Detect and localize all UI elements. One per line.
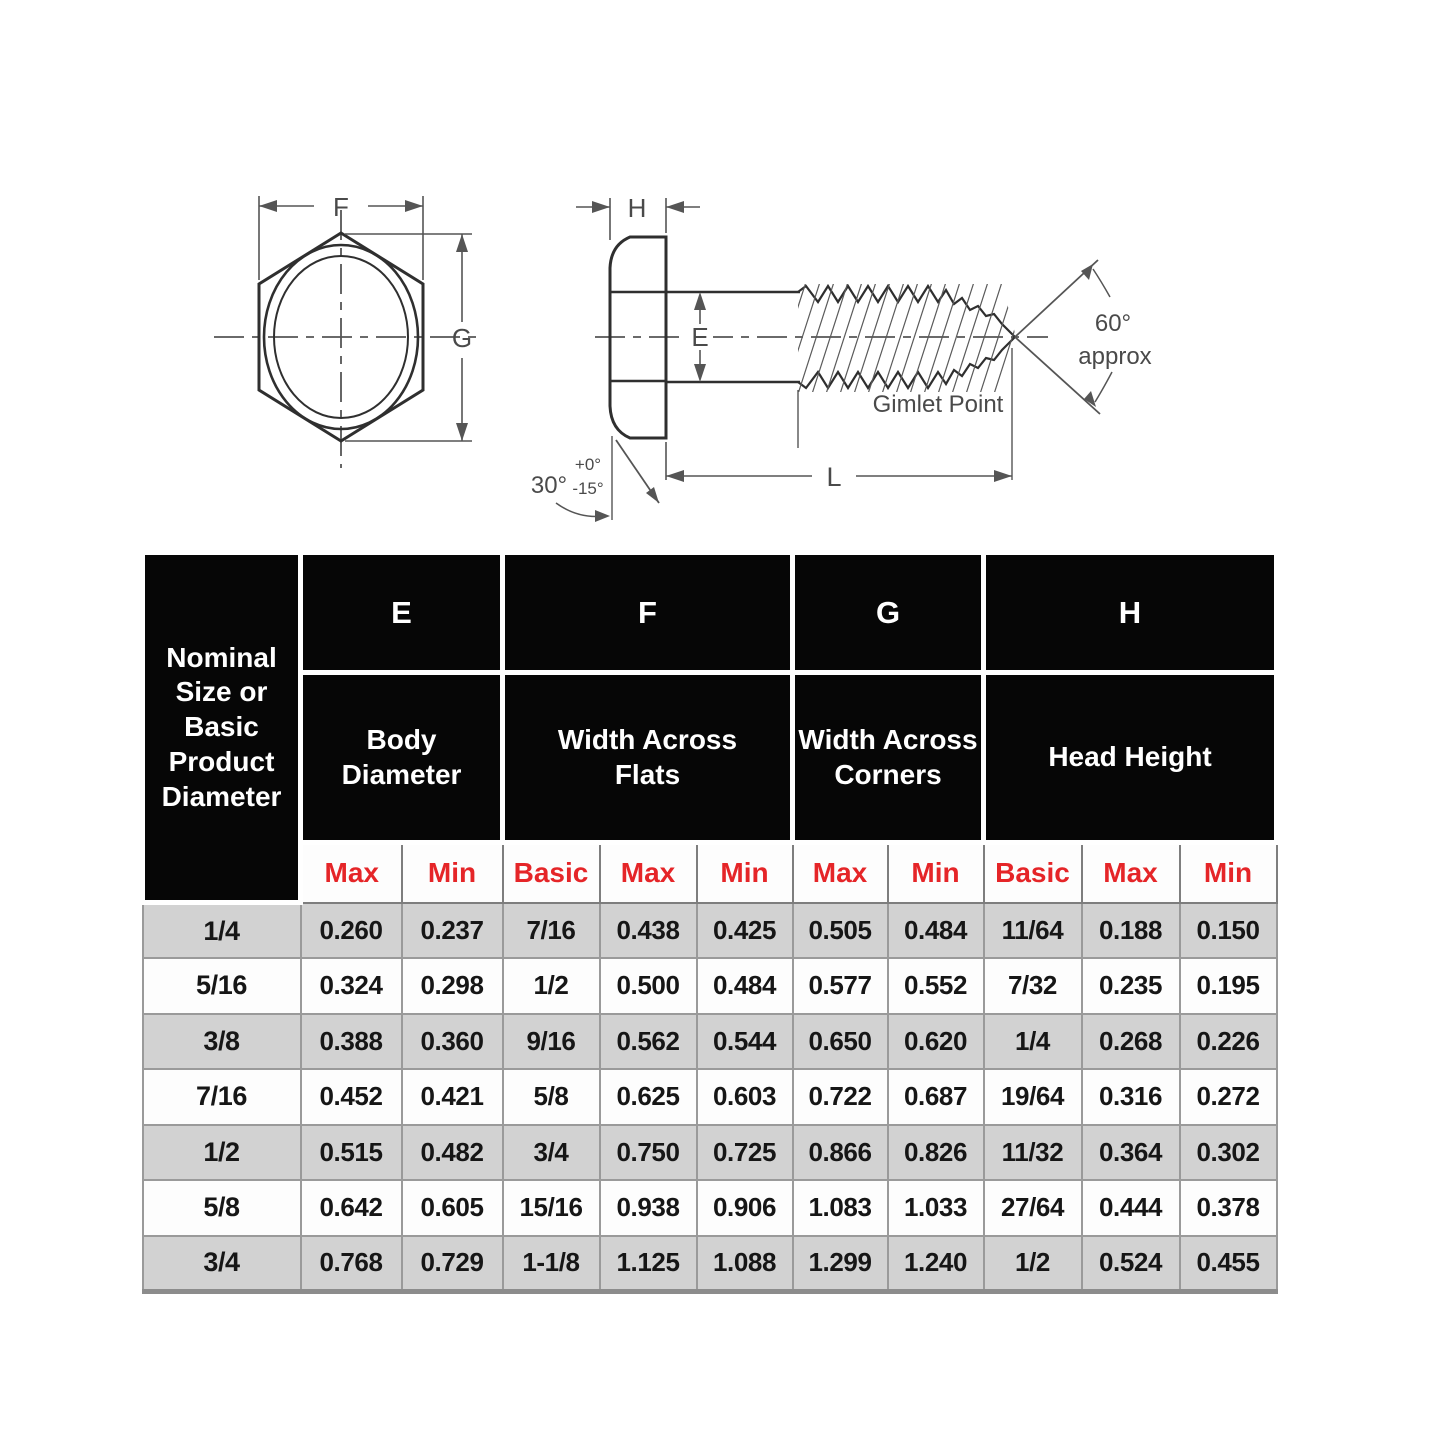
value-cell: 1/2 xyxy=(984,1236,1082,1292)
value-cell: 0.188 xyxy=(1082,903,1180,959)
size-cell: 1/2 xyxy=(143,1125,301,1181)
value-cell: 0.938 xyxy=(600,1180,697,1236)
value-cell: 19/64 xyxy=(984,1069,1082,1125)
value-cell: 0.302 xyxy=(1180,1125,1277,1181)
value-cell: 0.625 xyxy=(600,1069,697,1125)
value-cell: 1.083 xyxy=(793,1180,888,1236)
value-cell: 0.515 xyxy=(301,1125,402,1181)
size-cell: 5/16 xyxy=(143,958,301,1014)
tolerance-minus-label: -15° xyxy=(572,479,604,498)
value-cell: 11/64 xyxy=(984,903,1082,959)
h-label: H xyxy=(627,193,647,223)
g-label: G xyxy=(451,323,473,353)
group-letter-e: E xyxy=(301,553,503,673)
table-row xyxy=(143,958,1277,1014)
sub-header: Basic xyxy=(503,843,600,903)
value-cell: 1.240 xyxy=(888,1236,984,1292)
value-cell: 0.268 xyxy=(1082,1014,1180,1070)
value-cell: 0.455 xyxy=(1180,1236,1277,1292)
value-cell: 0.484 xyxy=(888,903,984,959)
group-desc-h: Head Height xyxy=(984,673,1277,843)
size-cell: 3/8 xyxy=(143,1014,301,1070)
value-cell: 1.088 xyxy=(697,1236,793,1292)
value-cell: 0.272 xyxy=(1180,1069,1277,1125)
value-cell: 0.505 xyxy=(793,903,888,959)
sub-header: Max xyxy=(793,843,888,903)
value-cell: 0.768 xyxy=(301,1236,402,1292)
size-cell: 7/16 xyxy=(143,1069,301,1125)
value-cell: 0.687 xyxy=(888,1069,984,1125)
tolerance-plus-label: +0° xyxy=(574,455,602,474)
sub-header: Basic xyxy=(984,843,1082,903)
value-cell: 0.452 xyxy=(301,1069,402,1125)
value-cell: 0.226 xyxy=(1180,1014,1277,1070)
value-cell: 0.866 xyxy=(793,1125,888,1181)
value-cell: 0.378 xyxy=(1180,1180,1277,1236)
value-cell: 0.750 xyxy=(600,1125,697,1181)
value-cell: 0.725 xyxy=(697,1125,793,1181)
group-letter-h: H xyxy=(984,553,1277,673)
group-desc-e: Body Diameter xyxy=(301,673,503,843)
value-cell: 0.260 xyxy=(301,903,402,959)
value-cell: 0.364 xyxy=(1082,1125,1180,1181)
sub-header: Min xyxy=(888,843,984,903)
value-cell: 1.033 xyxy=(888,1180,984,1236)
lag-screw-side-view xyxy=(531,193,1152,522)
value-cell: 0.650 xyxy=(793,1014,888,1070)
value-cell: 0.316 xyxy=(1082,1069,1180,1125)
table-body xyxy=(143,903,1277,1292)
value-cell: 0.150 xyxy=(1180,903,1277,959)
value-cell: 0.500 xyxy=(600,958,697,1014)
sub-header: Max xyxy=(301,843,402,903)
value-cell: 0.484 xyxy=(697,958,793,1014)
table-row xyxy=(143,1236,1277,1292)
value-cell: 7/32 xyxy=(984,958,1082,1014)
sub-header: Max xyxy=(600,843,697,903)
sub-header: Max xyxy=(1082,843,1180,903)
value-cell: 0.577 xyxy=(793,958,888,1014)
value-cell: 5/8 xyxy=(503,1069,600,1125)
value-cell: 0.235 xyxy=(1082,958,1180,1014)
corner-header: Nominal Size or Basic Product Diameter xyxy=(143,553,301,903)
table-row xyxy=(143,903,1277,959)
hex-head-front-view xyxy=(214,192,480,468)
value-cell: 0.826 xyxy=(888,1125,984,1181)
group-letter-g: G xyxy=(793,553,984,673)
value-cell: 0.388 xyxy=(301,1014,402,1070)
sub-header: Min xyxy=(402,843,503,903)
underhead-angle xyxy=(556,436,659,520)
table-row xyxy=(143,1069,1277,1125)
value-cell: 11/32 xyxy=(984,1125,1082,1181)
value-cell: 0.552 xyxy=(888,958,984,1014)
value-cell: 0.603 xyxy=(697,1069,793,1125)
value-cell: 0.562 xyxy=(600,1014,697,1070)
value-cell: 0.642 xyxy=(301,1180,402,1236)
group-desc-g: Width Across Corners xyxy=(793,673,984,843)
value-cell: 0.438 xyxy=(600,903,697,959)
value-cell: 0.421 xyxy=(402,1069,503,1125)
size-cell: 3/4 xyxy=(143,1236,301,1292)
f-label: F xyxy=(333,192,349,222)
value-cell: 15/16 xyxy=(503,1180,600,1236)
group-letter-f: F xyxy=(503,553,793,673)
lag-screw-diagram xyxy=(0,0,1445,550)
value-cell: 1/4 xyxy=(984,1014,1082,1070)
value-cell: 9/16 xyxy=(503,1014,600,1070)
value-cell: 0.906 xyxy=(697,1180,793,1236)
value-cell: 27/64 xyxy=(984,1180,1082,1236)
value-cell: 0.524 xyxy=(1082,1236,1180,1292)
value-cell: 7/16 xyxy=(503,903,600,959)
value-cell: 0.324 xyxy=(301,958,402,1014)
value-cell: 1/2 xyxy=(503,958,600,1014)
value-cell: 0.298 xyxy=(402,958,503,1014)
point-angle-approx-label: approx xyxy=(1078,343,1152,370)
value-cell: 0.237 xyxy=(402,903,503,959)
table-row xyxy=(143,1180,1277,1236)
value-cell: 0.425 xyxy=(697,903,793,959)
value-cell: 0.360 xyxy=(402,1014,503,1070)
value-cell: 0.482 xyxy=(402,1125,503,1181)
value-cell: 0.605 xyxy=(402,1180,503,1236)
table-row xyxy=(143,1125,1277,1181)
value-cell: 3/4 xyxy=(503,1125,600,1181)
value-cell: 0.722 xyxy=(793,1069,888,1125)
underhead-angle-label: 30° xyxy=(530,472,568,499)
sub-header: Min xyxy=(697,843,793,903)
gimlet-point-label: Gimlet Point xyxy=(872,391,1004,418)
e-label: E xyxy=(691,322,709,352)
value-cell: 1-1/8 xyxy=(503,1236,600,1292)
table-row xyxy=(143,1014,1277,1070)
dimension-table xyxy=(140,550,1279,1294)
value-cell: 0.544 xyxy=(697,1014,793,1070)
value-cell: 1.299 xyxy=(793,1236,888,1292)
value-cell: 0.444 xyxy=(1082,1180,1180,1236)
value-cell: 0.620 xyxy=(888,1014,984,1070)
group-desc-f: Width Across Flats xyxy=(503,673,793,843)
value-cell: 0.729 xyxy=(402,1236,503,1292)
l-label: L xyxy=(826,462,842,492)
size-cell: 5/8 xyxy=(143,1180,301,1236)
value-cell: 0.195 xyxy=(1180,958,1277,1014)
sub-header: Min xyxy=(1180,843,1277,903)
point-angle-label: 60° xyxy=(1094,310,1132,337)
size-cell: 1/4 xyxy=(143,903,301,959)
value-cell: 1.125 xyxy=(600,1236,697,1292)
